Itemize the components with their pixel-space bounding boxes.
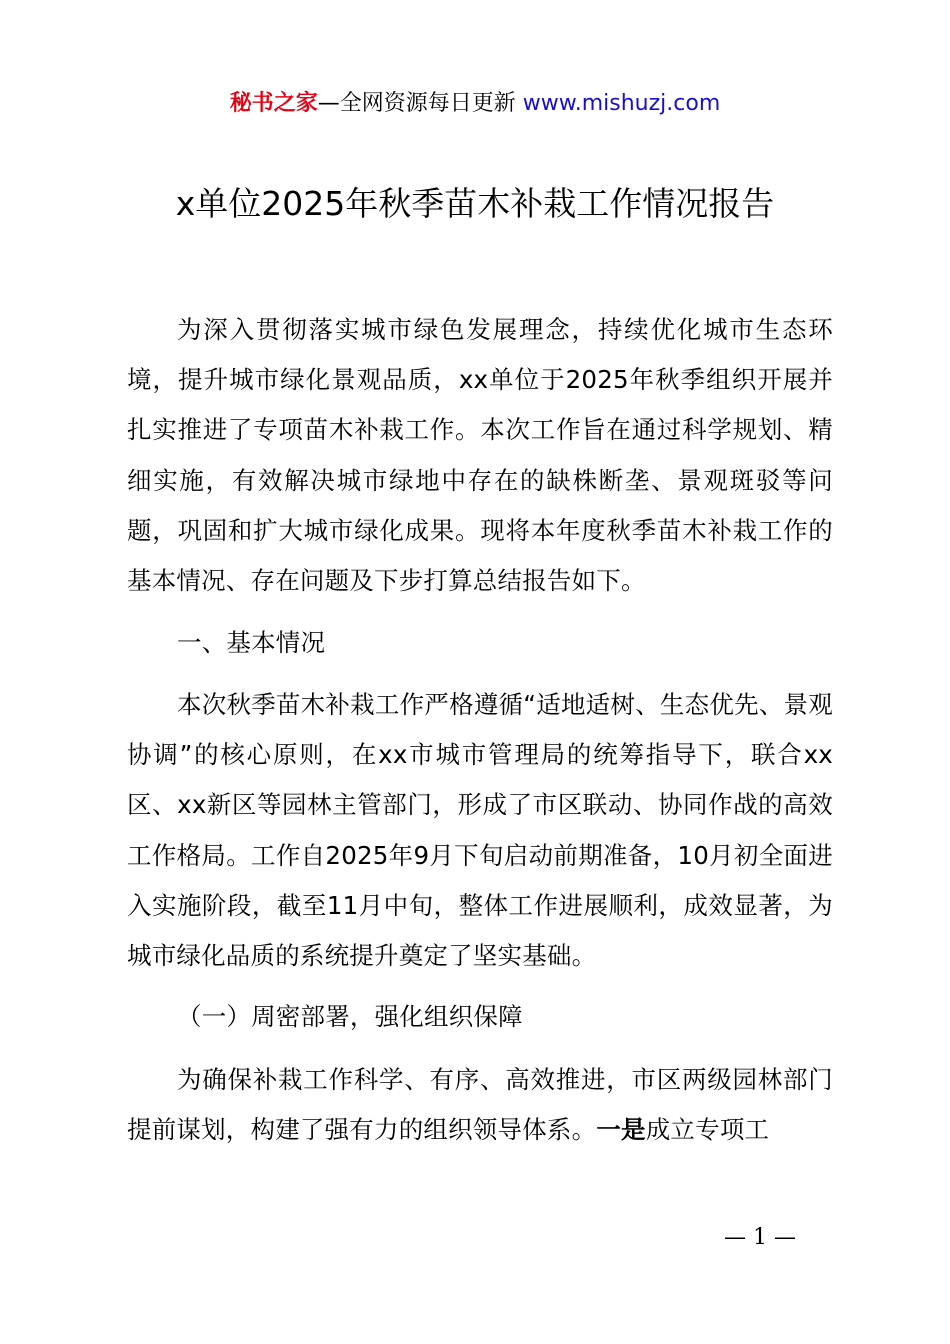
subsection-bold-marker: 一是	[596, 1115, 646, 1145]
intro-paragraph: 为深入贯彻落实城市绿色发展理念，持续优化城市生态环境，提升城市绿化景观品质，xx单位于2025年秋季组织开展并扎实推进了专项苗木补栽工作。本次工作旨在通过科学规划、精细实施，有效解决城市绿地中存在的缺株断垄、景观斑驳等问题，巩固和扩大城市绿化成果。现将本年度秋季苗木补栽工作的基本情况、存在问题及下步打算总结报告如下。	[127, 315, 833, 596]
site-banner	[0, 88, 950, 120]
banner-tagline: —全网资源每日更新	[317, 91, 523, 116]
subsection-text-start: 为确保补栽工作科学、有序、高效推进，市区两级园林部门提前谋划，构建了强有力的组织领导体系。	[127, 1065, 833, 1145]
subsection-text-end: 成立专项工	[645, 1115, 770, 1145]
section-heading-basic-situation: 一、基本情况	[177, 628, 326, 657]
document-title: x单位2025年秋季苗木补栽工作情况报告	[175, 184, 775, 223]
section-paragraph-basic-situation: 本次秋季苗木补栽工作严格遵循“适地适树、生态优先、景观协调”的核心原则，在xx市城市管理局的统筹指导下，联合xx区、xx新区等园林主管部门，形成了市区联动、协同作战的高效工作格局。工作自2025年9月下旬启动前期准备，10月初全面进入实施阶段，截至11月中旬，整体工作进展顺利，成效显著，为城市绿化品质的系统提升奠定了坚实基础。	[127, 690, 833, 971]
page-number: — 1 —	[724, 1225, 796, 1250]
brand-name: 秘书之家	[229, 91, 318, 116]
banner-url[interactable]: www.mishuzj.com	[522, 91, 721, 116]
subsection-paragraph-organization	[127, 1055, 833, 1155]
subsection-heading-organization: （一）周密部署，强化组织保障	[177, 1002, 523, 1031]
